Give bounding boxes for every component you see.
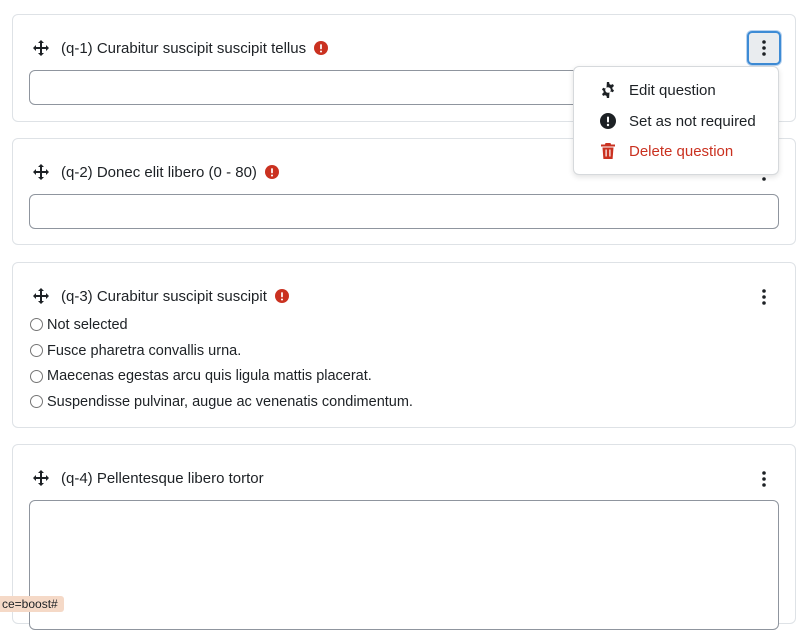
move-icon[interactable] (33, 40, 49, 56)
kebab-icon (762, 40, 766, 56)
menu-item-delete-question[interactable] (574, 136, 778, 166)
radio-button[interactable] (30, 344, 43, 357)
question-title (61, 285, 289, 309)
menu-item-set-not-required[interactable] (574, 106, 778, 136)
menu-item-edit-question[interactable] (574, 75, 778, 105)
trash-icon (600, 143, 616, 159)
required-icon (314, 41, 328, 55)
question-card-q3 (12, 262, 796, 428)
menu-item-label: Edit question (629, 81, 716, 99)
question-title (61, 161, 279, 185)
answer-textarea[interactable] (29, 500, 779, 630)
page-footer-tag: ce=boost# (0, 596, 64, 612)
radio-options (29, 312, 413, 415)
required-icon (265, 165, 279, 179)
radio-button[interactable] (30, 395, 43, 408)
radio-button[interactable] (30, 370, 43, 383)
kebab-icon (762, 471, 766, 487)
question-title-text: (q-4) Pellentesque libero tortor (61, 470, 264, 487)
radio-option-label: Maecenas egestas arcu quis ligula mattis placerat. (47, 368, 372, 385)
menu-item-label: Delete question (629, 142, 734, 160)
required-icon (275, 289, 289, 303)
question-header (13, 467, 795, 491)
question-header (13, 285, 795, 309)
question-menu-button[interactable] (747, 462, 781, 496)
question-title-text: (q-1) Curabitur suscipit suscipit tellus (61, 40, 307, 57)
radio-option-label: Suspendisse pulvinar, augue ac venenatis condimentum. (47, 393, 413, 410)
question-title-text: (q-3) Curabitur suscipit suscipit (61, 288, 267, 305)
exclamation-circle-icon (600, 113, 616, 129)
kebab-icon (762, 289, 766, 305)
move-icon[interactable] (33, 164, 49, 180)
question-header (13, 37, 795, 61)
question-card-q4 (12, 444, 796, 624)
menu-item-label: Set as not required (629, 112, 756, 130)
radio-option[interactable] (29, 338, 413, 364)
gear-icon (600, 82, 616, 98)
move-icon[interactable] (33, 288, 49, 304)
question-actions-menu (573, 66, 779, 175)
question-title (61, 37, 328, 61)
question-title-text: (q-2) Donec elit libero (0 - 80) (61, 164, 257, 181)
question-menu-button[interactable] (747, 280, 781, 314)
radio-option-label: Fusce pharetra convallis urna. (47, 342, 242, 359)
radio-option-label: Not selected (47, 316, 128, 333)
question-title (61, 467, 264, 491)
radio-button[interactable] (30, 318, 43, 331)
question-menu-button[interactable] (747, 31, 781, 65)
answer-input[interactable] (29, 194, 779, 229)
radio-option[interactable] (29, 363, 413, 389)
radio-option[interactable] (29, 312, 413, 338)
move-icon[interactable] (33, 470, 49, 486)
radio-option[interactable] (29, 389, 413, 415)
